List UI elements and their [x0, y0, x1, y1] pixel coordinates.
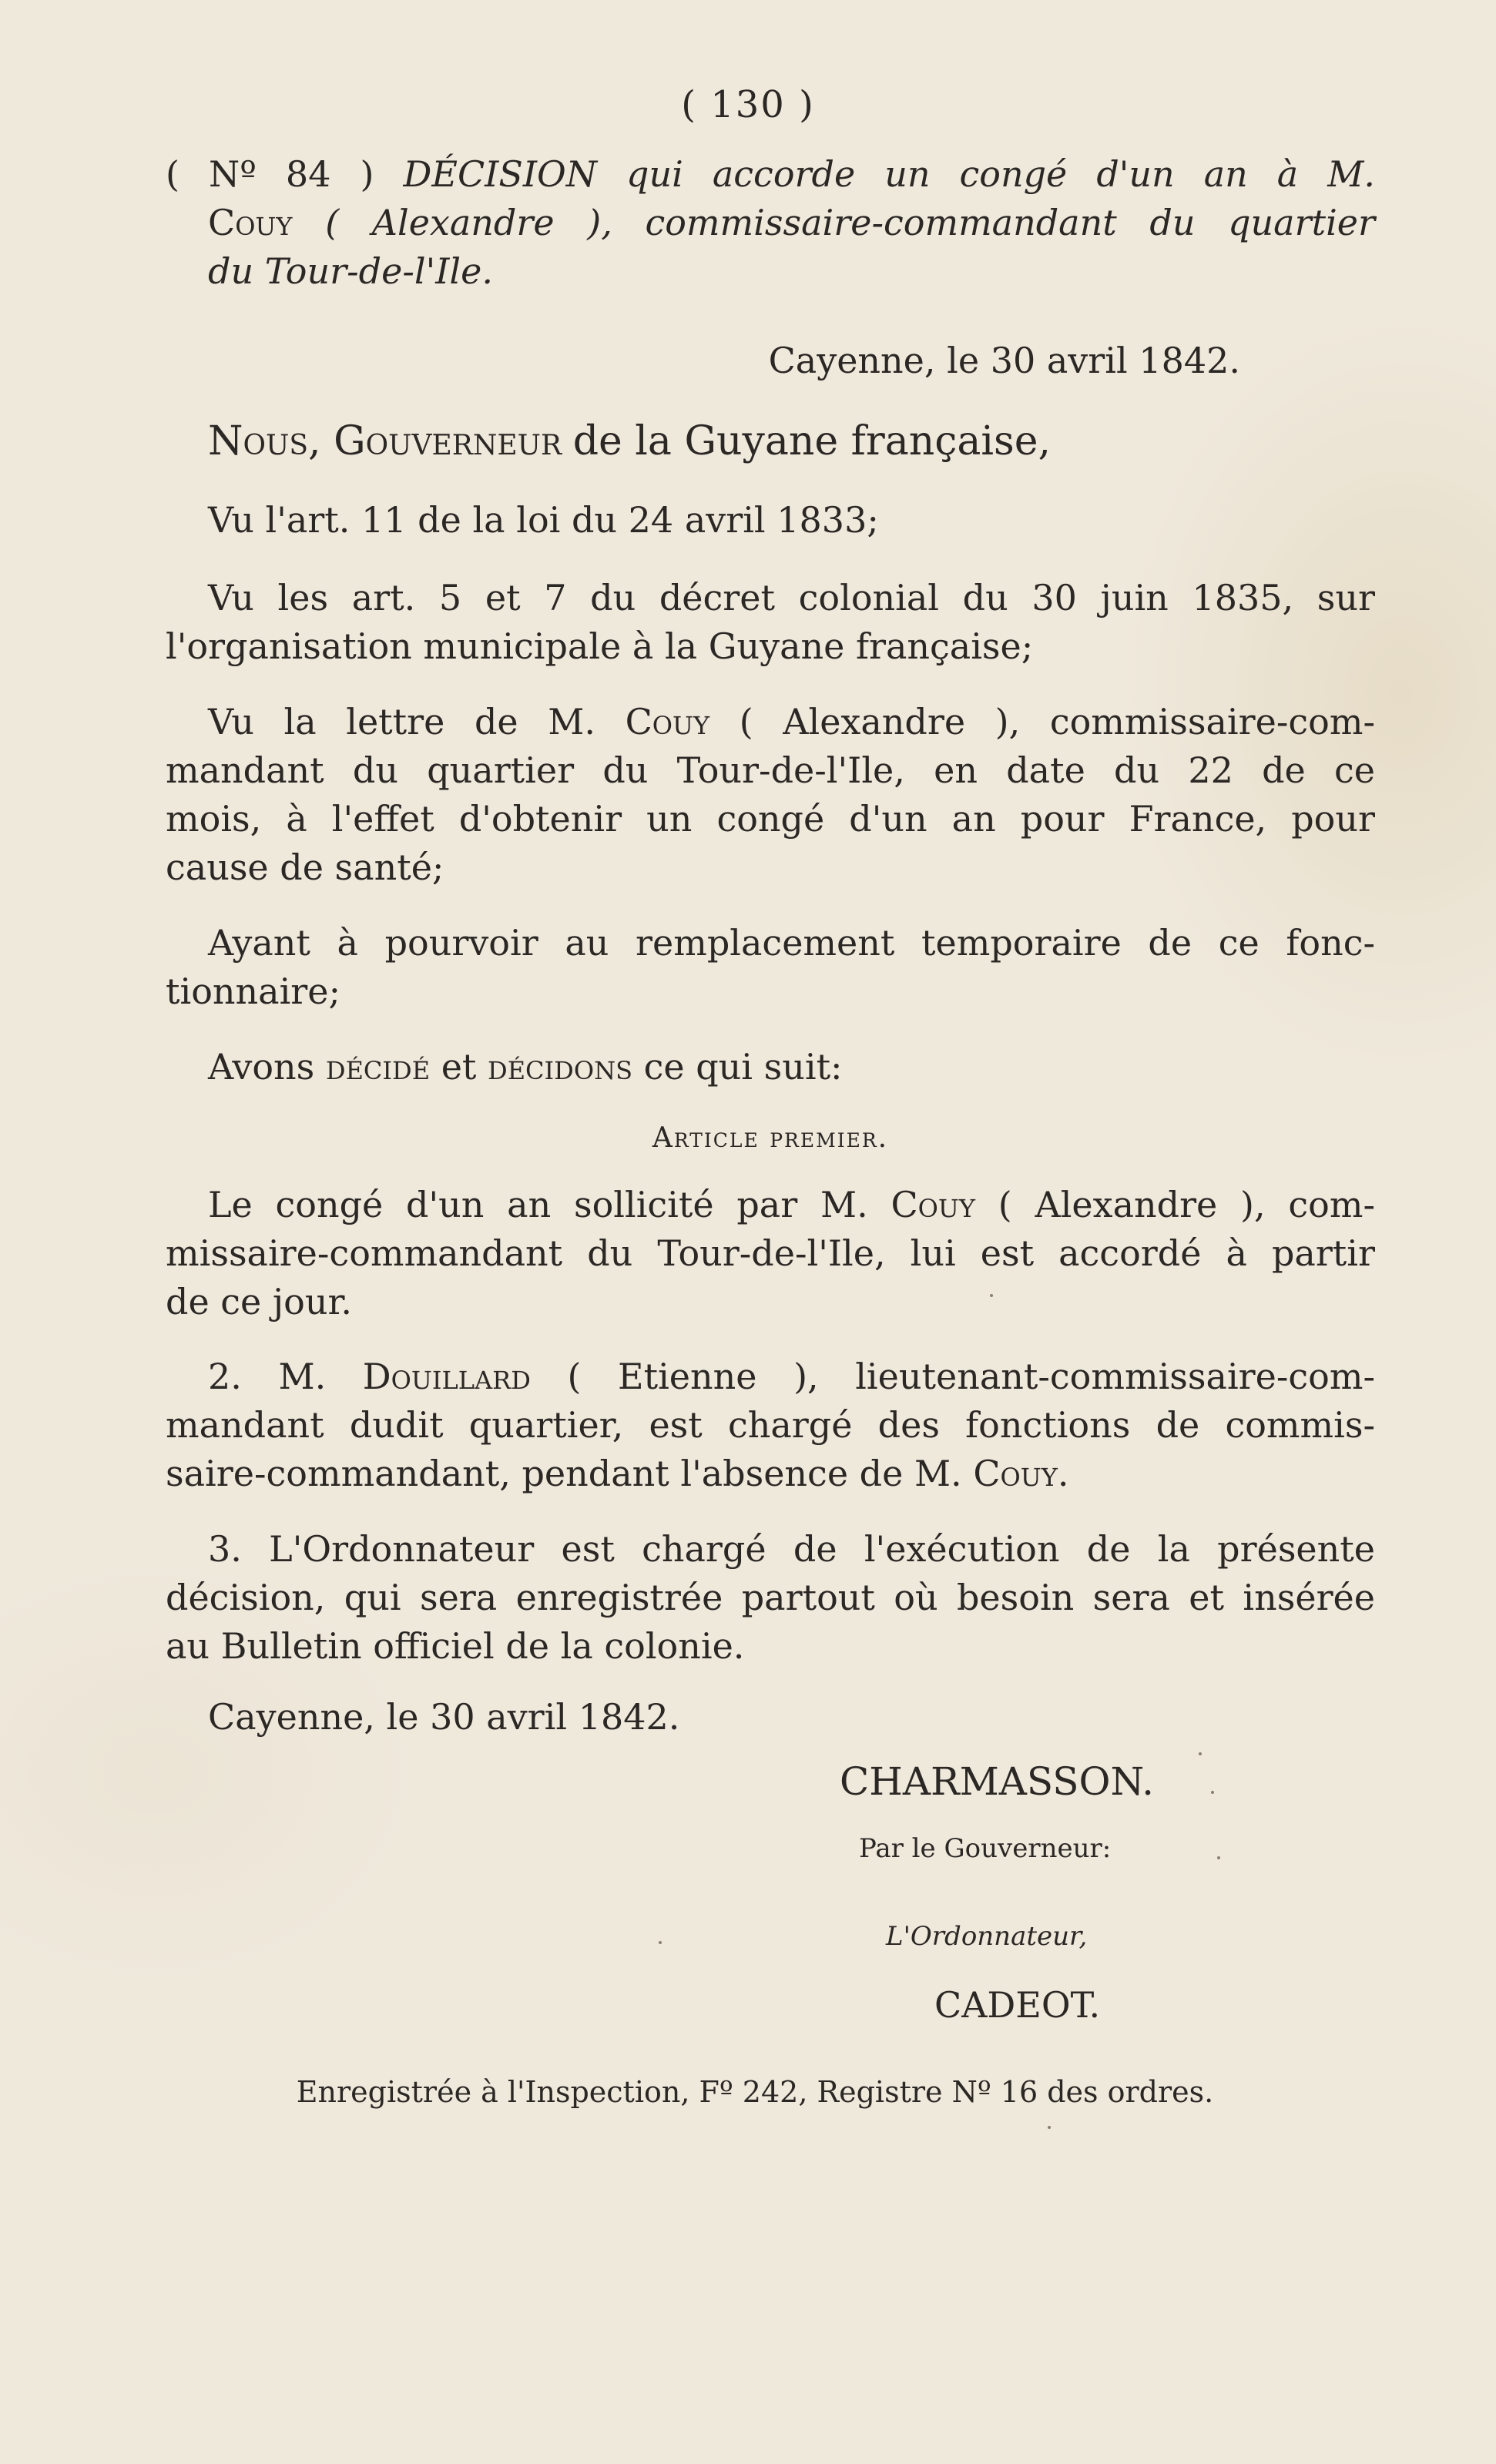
cadeot-signature: CADEOT. — [934, 1984, 1101, 2026]
article-1-line-3: de ce jour. — [166, 1281, 353, 1323]
a2-l3-name: Couy. — [973, 1453, 1069, 1494]
vu-paragraph-2-line-1: Vu les art. 5 et 7 du décret colonial du 30 juin 1835, sur — [208, 577, 1375, 619]
article-1-line-2: missaire-commandant du Tour-de-l'Ile, lui est accordé à partir — [166, 1232, 1375, 1274]
article-title: Article premier. — [652, 1122, 889, 1154]
par-le-gouverneur: Par le Gouverneur: — [859, 1833, 1112, 1864]
nous-gouverneur — [166, 417, 1375, 467]
article-3-line-1: 3. L'Ordonnateur est chargé de l'exécution de la présente — [208, 1528, 1375, 1570]
vu-paragraph-3-line-1 — [166, 698, 1375, 746]
nous-rest: de la Guyane française, — [572, 418, 1051, 464]
vu3-rest: ( Alexandre ), commissaire-com- — [739, 701, 1375, 743]
nous-prefix: Nous, Gouverneur — [208, 418, 562, 464]
a2-name: Douillard — [362, 1356, 531, 1397]
ink-speck — [1048, 2126, 1051, 2129]
vu-paragraph-1: Vu l'art. 11 de la loi du 24 avril 1833; — [208, 499, 879, 541]
decide-word: décidé — [325, 1046, 431, 1088]
ce-qui-suit: ce qui suit: — [643, 1046, 843, 1088]
registration-footer: Enregistrée à l'Inspection, Fº 242, Registre Nº 16 des ordres. — [296, 2075, 1214, 2109]
ayant-line-1: Ayant à pourvoir au remplacement temporaire de ce fonc- — [208, 922, 1375, 964]
vu-paragraph-3-line-4: cause de santé; — [166, 846, 444, 888]
a2-pre: 2. M. — [208, 1356, 327, 1397]
article-3-line-2: décision, qui sera enregistrée partout où besoin sera et insérée — [166, 1577, 1375, 1618]
article-1-line-1 — [166, 1181, 1375, 1229]
heading-line-2 — [166, 199, 1375, 247]
ink-speck — [1217, 1856, 1220, 1859]
article-2-line-3 — [166, 1450, 1375, 1498]
ayant-line-2: tionnaire; — [166, 971, 340, 1012]
a1-rest: ( Alexandre ), com- — [998, 1184, 1375, 1225]
governor-signature: CHARMASSON. — [840, 1759, 1154, 1804]
ink-speck — [1211, 1791, 1214, 1794]
ink-speck — [1199, 1752, 1202, 1755]
vu3-name: Couy — [625, 701, 710, 743]
decision-heading — [166, 150, 1375, 296]
heading-name: Couy — [208, 202, 293, 243]
decision-number: ( Nº 84 ) — [166, 153, 374, 195]
date-bottom: Cayenne, le 30 avril 1842. — [208, 1696, 680, 1738]
ink-speck — [990, 1294, 993, 1297]
article-2-line-1 — [166, 1353, 1375, 1401]
heading-line-1 — [166, 150, 1375, 199]
avons-decide — [166, 1043, 1375, 1091]
page-number: ( 130 ) — [681, 83, 815, 126]
vu-paragraph-2-line-2: l'organisation municipale à la Guyane française; — [166, 625, 1034, 667]
et-word: et — [441, 1046, 477, 1088]
vu-paragraph-3-line-3: mois, à l'effet d'obtenir un congé d'un an pour France, pour — [166, 798, 1375, 840]
avons-word: Avons — [208, 1046, 315, 1088]
ordonnateur-label: L'Ordonnateur, — [886, 1921, 1088, 1952]
decision-title-line-2: ( Alexandre ), commissaire-commandant du quartier — [325, 202, 1375, 243]
ink-speck — [659, 1941, 662, 1944]
decision-title-line-3: du Tour-de-l'Ile. — [208, 250, 493, 292]
article-2-line-2: mandant dudit quartier, est chargé des fonctions de commis- — [166, 1404, 1375, 1446]
decidons-word: décidons — [488, 1046, 632, 1088]
a2-rest: ( Etienne ), lieutenant-commissaire-com- — [567, 1356, 1376, 1397]
decision-title-line-1: DÉCISION qui accorde un congé d'un an à M. — [403, 153, 1376, 195]
a1-name: Couy — [891, 1184, 975, 1225]
vu3-pre: Vu la lettre de M. — [208, 701, 595, 743]
a2-l3-pre: saire-commandant, pendant l'absence de M. — [166, 1453, 962, 1494]
a1-pre: Le congé d'un an sollicité par M. — [208, 1184, 868, 1225]
vu-paragraph-3-line-2: mandant du quartier du Tour-de-l'Ile, en date du 22 de ce — [166, 749, 1375, 791]
date-top: Cayenne, le 30 avril 1842. — [768, 340, 1240, 381]
article-3-line-3: au Bulletin officiel de la colonie. — [166, 1625, 745, 1667]
